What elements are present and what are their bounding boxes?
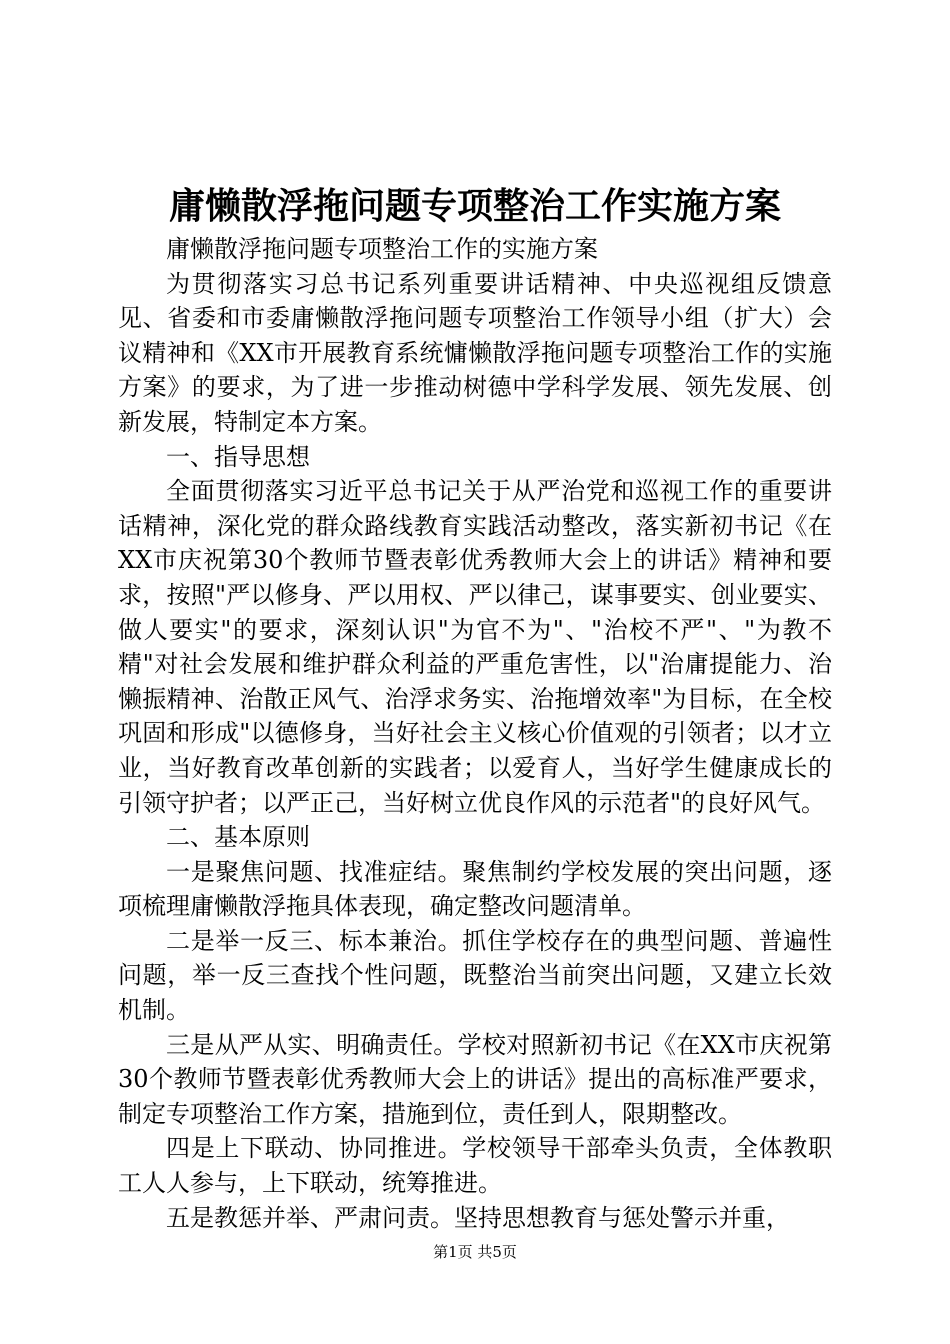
principle-3-paragraph: 三是从严从实、明确责任。学校对照新初书记《在XX市庆祝第30个教师节暨表彰优秀教师大会上的讲话》提出的高标准严要求，制定专项整治工作方案，措施到位，责任到人，限期整改。 bbox=[118, 1030, 832, 1128]
principle-5-paragraph: 五是教惩并举、严肃问责。坚持思想教育与惩处警示并重， bbox=[166, 1203, 790, 1232]
document-body bbox=[118, 232, 832, 1235]
principle-2-paragraph: 二是举一反三、标本兼治。抓住学校存在的典型问题、普遍性问题，举一反三查找个性问题，既整治当前突出问题，又建立长效机制。 bbox=[118, 926, 832, 1025]
principle-1-paragraph: 一是聚焦问题、找准症结。聚焦制约学校发展的突出问题，逐项梳理庸懒散浮拖具体表现，确定整改问题清单。 bbox=[118, 857, 832, 921]
section-heading-basic-principles: 二、基本原则 bbox=[166, 823, 310, 852]
guiding-ideology-paragraph: 全面贯彻落实习近平总书记关于从严治党和巡视工作的重要讲话精神，深化党的群众路线教育实践活动整改，落实新初书记《在XX市庆祝第30个教师节暨表彰优秀教师大会上的讲话》精神和要求，按照"严以修身、严以用权、严以律己，谋事要实、创业要实、做人要实"的要求，深刻认识"为官不为"、"治校不严"、"为教不精"对社会发展和维护群众利益的严重危害性，以"治庸提能力、治懒振精神、治散正风气、治浮求务实、治拖增效率"为目标，在全校巩固和形成"以德修身，当好社会主义核心价值观的引领者；以才立业，当好教育改革创新的实践者；以爱育人，当好学生健康成长的引领守护者；以严正己，当好树立优良作风的示范者"的良好风气。 bbox=[118, 477, 832, 817]
page-number-footer: 第1页 共5页 bbox=[433, 1243, 517, 1261]
principle-4-paragraph: 四是上下联动、协同推进。学校领导干部牵头负责，全体教职工人人参与，上下联动，统筹推进。 bbox=[118, 1134, 832, 1198]
document-title: 庸懒散浮拖问题专项整治工作实施方案 bbox=[168, 185, 781, 227]
subtitle-paragraph: 庸懒散浮拖问题专项整治工作的实施方案 bbox=[166, 235, 598, 263]
intro-paragraph: 为贯彻落实习总书记系列重要讲话精神、中央巡视组反馈意见、省委和市委庸懒散浮拖问题专项整治工作领导小组（扩大）会议精神和《XX市开展教育系统慵懒散浮拖问题专项整治工作的实施方案》的要求，为了进一步推动树德中学科学发展、领先发展、创新发展，特制定本方案。 bbox=[118, 269, 832, 436]
section-heading-guiding-ideology: 一、指导思想 bbox=[166, 442, 310, 471]
